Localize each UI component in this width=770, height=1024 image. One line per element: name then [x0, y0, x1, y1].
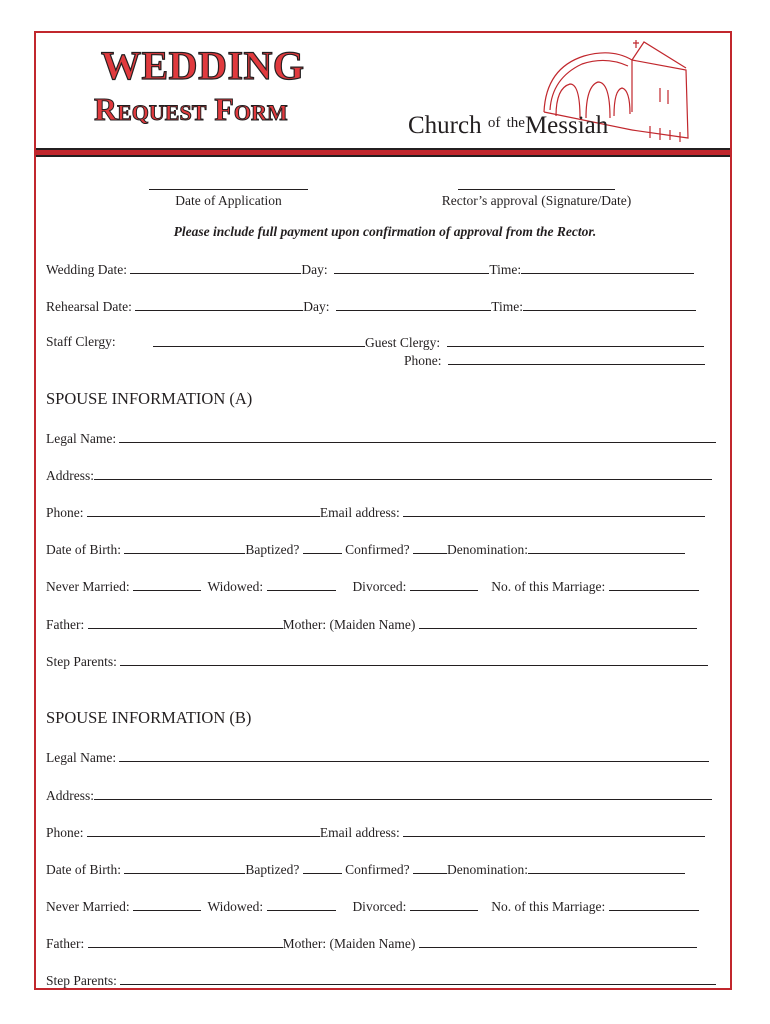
rehearsal-date-label: Rehearsal Date:: [46, 299, 132, 314]
a-email-field[interactable]: [403, 505, 705, 517]
a-father-label: Father:: [46, 617, 85, 632]
a-divorced-field[interactable]: [410, 579, 478, 591]
spouse-b-heading-letter: (B): [229, 708, 252, 727]
a-legal-name-row: [46, 431, 716, 446]
form-title-wedding: WEDDING: [101, 43, 305, 88]
b-step-parents-field[interactable]: [120, 973, 716, 985]
wedding-date-row: [46, 262, 694, 277]
a-confirmed-field[interactable]: [413, 542, 447, 554]
a-confirmed-label: Confirmed?: [345, 542, 410, 557]
wedding-date-field[interactable]: [130, 262, 301, 274]
rehearsal-time-label: Time:: [491, 299, 523, 314]
spouse-a-heading: [46, 391, 252, 408]
b-address-label: Address:: [46, 788, 94, 803]
wedding-day-label: Day:: [301, 262, 328, 277]
rectors-approval-label: Rector’s approval (Signature/Date): [441, 193, 632, 208]
a-phone-label: Phone:: [46, 505, 84, 520]
rehearsal-date-field[interactable]: [135, 299, 303, 311]
b-legal-name-row: [46, 750, 709, 765]
b-widowed-label: Widowed:: [207, 899, 264, 914]
guest-phone-label: Phone:: [404, 353, 442, 368]
header-divider: [36, 148, 730, 157]
b-marital-row: [46, 899, 699, 914]
a-marital-row: [46, 579, 699, 594]
b-birth-row: [46, 862, 685, 877]
spouse-a-heading-letter: (A): [229, 389, 253, 408]
b-baptized-label: Baptized?: [245, 862, 300, 877]
a-denomination-label: Denomination:: [446, 542, 528, 557]
b-baptized-field[interactable]: [303, 862, 342, 874]
a-legal-name-label: Legal Name:: [46, 431, 117, 446]
a-step-parents-field[interactable]: [120, 654, 708, 666]
b-phone-field[interactable]: [87, 825, 320, 837]
b-address-row: [46, 788, 712, 803]
staff-clergy-field[interactable]: [153, 335, 365, 347]
application-date-line[interactable]: [149, 189, 308, 190]
staff-clergy-row: [153, 335, 704, 350]
guest-clergy-label: Guest Clergy:: [365, 335, 441, 350]
b-never-married-label: Never Married:: [46, 899, 130, 914]
guest-phone-field[interactable]: [448, 353, 705, 365]
a-address-field[interactable]: [94, 468, 712, 480]
a-no-of-marriage-field[interactable]: [609, 579, 699, 591]
spouse-b-heading-text: SPOUSE INFORMATION: [46, 708, 226, 727]
rehearsal-time-field[interactable]: [523, 299, 696, 311]
spouse-a-heading-text: SPOUSE INFORMATION: [46, 389, 226, 408]
b-address-field[interactable]: [94, 788, 712, 800]
a-widowed-label: Widowed:: [207, 579, 264, 594]
a-dob-label: Date of Birth:: [46, 542, 121, 557]
b-step-parents-row: [46, 973, 716, 988]
wedding-date-label: Wedding Date:: [46, 262, 128, 277]
b-phone-label: Phone:: [46, 825, 84, 840]
b-no-of-marriage-label: No. of this Marriage:: [491, 899, 606, 914]
wedding-time-field[interactable]: [521, 262, 694, 274]
b-mother-field[interactable]: [419, 936, 697, 948]
church-name-church: Church: [408, 112, 482, 139]
b-dob-field[interactable]: [124, 862, 245, 874]
b-denomination-field[interactable]: [528, 862, 685, 874]
guest-clergy-field[interactable]: [447, 335, 704, 347]
b-widowed-field[interactable]: [267, 899, 336, 911]
b-legal-name-field[interactable]: [119, 750, 709, 762]
b-father-field[interactable]: [88, 936, 283, 948]
a-mother-field[interactable]: [419, 617, 697, 629]
a-birth-row: [46, 542, 685, 557]
form-title-request-form: Request Form: [94, 91, 288, 127]
b-parents-row: [46, 936, 697, 951]
a-no-of-marriage-label: No. of this Marriage:: [491, 579, 606, 594]
b-step-parents-label: Step Parents:: [46, 973, 117, 988]
a-widowed-field[interactable]: [267, 579, 336, 591]
a-step-parents-label: Step Parents:: [46, 654, 117, 669]
rehearsal-day-label: Day:: [303, 299, 330, 314]
b-legal-name-label: Legal Name:: [46, 750, 117, 765]
date-of-application-label: Date of Application: [175, 193, 282, 208]
a-parents-row: [46, 617, 697, 632]
b-father-label: Father:: [46, 936, 85, 951]
spouse-b-heading: [46, 710, 251, 727]
church-name: [408, 113, 608, 138]
b-never-married-field[interactable]: [133, 899, 201, 911]
rehearsal-date-row: [46, 299, 696, 314]
a-address-row: [46, 468, 712, 483]
a-baptized-field[interactable]: [303, 542, 342, 554]
wedding-time-label: Time:: [489, 262, 522, 277]
b-dob-label: Date of Birth:: [46, 862, 121, 877]
b-phone-row: [46, 825, 705, 840]
b-confirmed-field[interactable]: [413, 862, 447, 874]
rector-approval-line[interactable]: [458, 189, 615, 190]
a-dob-field[interactable]: [124, 542, 245, 554]
church-name-messiah: Messiah: [524, 112, 609, 139]
staff-clergy-label: Staff Clergy:: [46, 334, 116, 349]
church-name-the: the: [506, 115, 525, 131]
a-denomination-field[interactable]: [528, 542, 685, 554]
b-divorced-field[interactable]: [410, 899, 478, 911]
b-email-label: Email address:: [319, 825, 400, 840]
b-confirmed-label: Confirmed?: [345, 862, 410, 877]
b-denomination-label: Denomination:: [446, 862, 528, 877]
a-never-married-field[interactable]: [133, 579, 201, 591]
payment-note: Please include full payment upon confirmation of approval from the Rector.: [173, 224, 597, 239]
b-email-field[interactable]: [403, 825, 705, 837]
a-never-married-label: Never Married:: [46, 579, 130, 594]
a-email-label: Email address:: [319, 505, 400, 520]
b-divorced-label: Divorced:: [352, 899, 407, 914]
a-mother-label: Mother: (Maiden Name): [282, 617, 416, 632]
a-baptized-label: Baptized?: [245, 542, 300, 557]
wedding-day-field[interactable]: [334, 262, 489, 274]
b-no-of-marriage-field[interactable]: [609, 899, 699, 911]
church-name-of: of: [487, 115, 501, 131]
a-father-field[interactable]: [88, 617, 283, 629]
a-phone-field[interactable]: [87, 505, 320, 517]
guest-phone-row: [404, 353, 705, 368]
rehearsal-day-field[interactable]: [336, 299, 491, 311]
a-divorced-label: Divorced:: [352, 579, 407, 594]
a-step-parents-row: [46, 654, 708, 669]
a-address-label: Address:: [46, 468, 94, 483]
b-mother-label: Mother: (Maiden Name): [282, 936, 416, 951]
a-phone-row: [46, 505, 705, 520]
a-legal-name-field[interactable]: [119, 431, 716, 443]
